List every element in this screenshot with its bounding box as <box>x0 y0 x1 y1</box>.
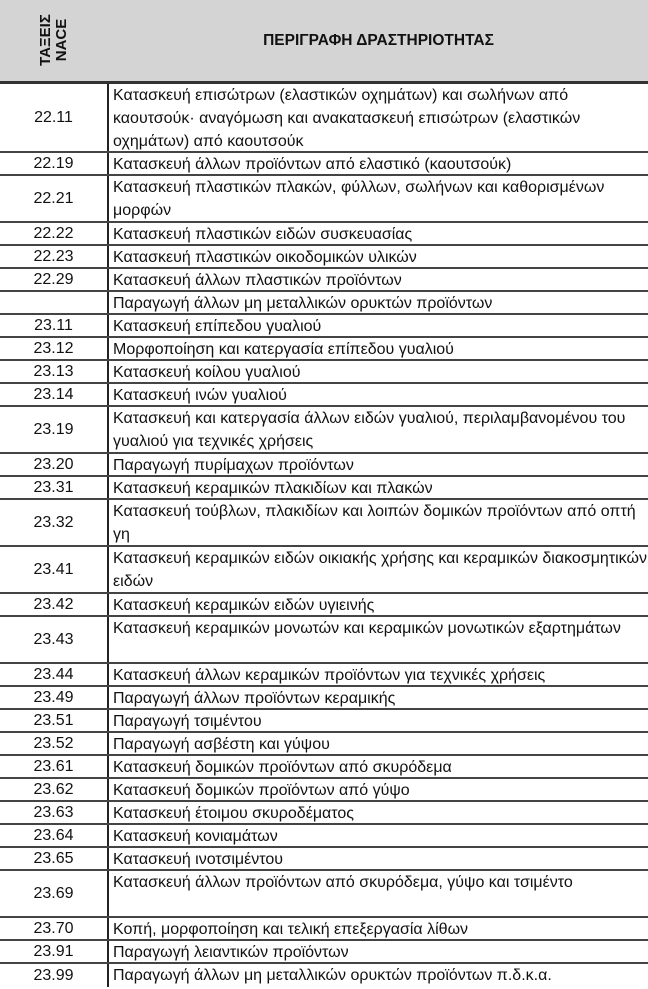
activity-description-cell <box>109 918 648 939</box>
activity-description-text: Κατασκευή πλαστικών ειδών συσκευασίας <box>113 226 413 243</box>
activity-description-text: Κατασκευή επίπεδου γυαλιού <box>113 318 322 335</box>
activity-description-cell <box>109 223 648 244</box>
table-row <box>0 733 648 756</box>
activity-description-cell <box>109 617 648 662</box>
nace-code-cell: 23.20 <box>0 454 109 475</box>
activity-description-text: Παραγωγή άλλων μη μεταλλικών ορυκτών προϊόντων <box>113 295 493 312</box>
nace-code-cell: 22.19 <box>0 153 109 174</box>
activity-description-text: Κατασκευή άλλων προϊόντων από ελαστικό (καουτσούκ) <box>113 156 512 173</box>
activity-description-text: Παραγωγή άλλων μη μεταλλικών ορυκτών προϊόντων π.δ.κ.α. <box>113 967 552 984</box>
activity-description-cell <box>109 384 648 405</box>
activity-description-text: Παραγωγή ασβέστη και γύψου <box>113 736 330 753</box>
nace-code-cell: 23.43 <box>0 617 109 662</box>
nace-table <box>0 84 648 987</box>
nace-code-cell: 22.29 <box>0 269 109 290</box>
activity-description-cell <box>109 315 648 336</box>
nace-code-cell: 23.91 <box>0 941 109 962</box>
nace-code-cell: 23.44 <box>0 664 109 685</box>
nace-code-cell: 23.63 <box>0 802 109 823</box>
activity-description-cell <box>109 246 648 267</box>
nace-code-cell: 23.42 <box>0 594 109 615</box>
activity-description-cell <box>109 964 648 987</box>
activity-description-text: Μορφοποίηση και κατεργασία επίπεδου γυαλιού <box>113 341 454 358</box>
table-row <box>0 918 648 941</box>
activity-description-text: Κατασκευή κεραμικών ειδών οικιακής χρήσης και κεραμικών διακοσμητικών ειδών <box>113 550 647 590</box>
table-row <box>0 871 648 918</box>
table-row <box>0 779 648 802</box>
activity-description-text: Κατασκευή άλλων κεραμικών προϊόντων για τεχνικές χρήσεις <box>113 667 546 684</box>
nace-code-cell: 23.31 <box>0 477 109 498</box>
activity-description-text: Κατασκευή και κατεργασία άλλων ειδών γυαλιού, περιλαμβανομένου του γυαλιού για τεχνικές χρήσεις <box>113 410 626 450</box>
activity-description-cell <box>109 361 648 382</box>
activity-description-cell <box>109 292 648 313</box>
table-row <box>0 246 648 269</box>
nace-code-cell: 23.32 <box>0 500 109 545</box>
table-row <box>0 292 648 315</box>
table-row <box>0 547 648 594</box>
table-row <box>0 269 648 292</box>
activity-description-text: Κατασκευή κοίλου γυαλιού <box>113 364 301 381</box>
activity-description-cell <box>109 687 648 708</box>
activity-description-cell <box>109 153 648 174</box>
nace-code-cell: 22.21 <box>0 176 109 221</box>
activity-description-cell <box>109 477 648 498</box>
activity-description-text: Κατασκευή άλλων πλαστικών προϊόντων <box>113 272 402 289</box>
activity-description-cell <box>109 84 648 151</box>
activity-description-cell <box>109 779 648 800</box>
activity-description-cell <box>109 500 648 545</box>
table-row <box>0 617 648 664</box>
nace-code-cell: 23.41 <box>0 547 109 592</box>
nace-code-cell: 23.99 <box>0 964 109 987</box>
activity-description-cell <box>109 871 648 916</box>
nace-code-cell: 23.70 <box>0 918 109 939</box>
activity-description-text: Κατασκευή έτοιμου σκυροδέματος <box>113 805 354 822</box>
table-row <box>0 454 648 477</box>
activity-description-cell <box>109 733 648 754</box>
activity-description-cell <box>109 802 648 823</box>
activity-description-cell <box>109 547 648 592</box>
table-header <box>0 0 648 84</box>
nace-code-cell: 23.14 <box>0 384 109 405</box>
nace-code-cell: 23.49 <box>0 687 109 708</box>
nace-code-cell: 22.11 <box>0 84 109 151</box>
table-row <box>0 664 648 687</box>
nace-code-cell <box>0 292 109 313</box>
nace-code-cell: 22.23 <box>0 246 109 267</box>
activity-description-text: Κατασκευή τούβλων, πλακιδίων και λοιπών δομικών προϊόντων από οπτή γη <box>113 503 636 543</box>
activity-description-text: Κατασκευή κεραμικών μονωτών και κεραμικών μονωτικών εξαρτημάτων <box>113 620 621 637</box>
nace-code-cell: 23.11 <box>0 315 109 336</box>
table-row <box>0 756 648 779</box>
nace-code-cell: 23.52 <box>0 733 109 754</box>
activity-description-text: Κατασκευή δομικών προϊόντων από σκυρόδεμα <box>113 759 452 776</box>
activity-description-text: Παραγωγή άλλων προϊόντων κεραμικής <box>113 690 396 707</box>
activity-description-cell <box>109 941 648 962</box>
header-code-label <box>38 14 70 66</box>
activity-description-text: Κατασκευή κονιαμάτων <box>113 828 278 845</box>
nace-code-cell: 23.69 <box>0 871 109 916</box>
activity-description-cell <box>109 848 648 869</box>
nace-code-cell: 23.19 <box>0 407 109 452</box>
activity-description-cell <box>109 594 648 615</box>
activity-description-text: Κοπή, μορφοποίηση και τελική επεξεργασία λίθων <box>113 921 469 938</box>
activity-description-text: Παραγωγή πυρίμαχων προϊόντων <box>113 457 354 474</box>
activity-description-text: Κατασκευή ινοτσιμέντου <box>113 851 284 868</box>
activity-description-text: Κατασκευή δομικών προϊόντων από γύψο <box>113 782 410 799</box>
activity-description-text: Παραγωγή λειαντικών προϊόντων <box>113 944 349 961</box>
table-row <box>0 384 648 407</box>
activity-description-text: Κατασκευή επισώτρων (ελαστικών οχημάτων) και σωλήνων από καουτσούκ· αναγόμωση και ανακατασκευή επισώτρων (ελαστικών οχημάτων) από καουτσούκ <box>113 87 581 150</box>
table-row <box>0 848 648 871</box>
header-code-label-line1: ΤΑΞΕΙΣ <box>37 14 54 66</box>
activity-description-cell <box>109 269 648 290</box>
table-row <box>0 687 648 710</box>
nace-code-cell: 23.62 <box>0 779 109 800</box>
nace-code-cell: 22.22 <box>0 223 109 244</box>
table-row <box>0 338 648 361</box>
table-row <box>0 710 648 733</box>
nace-code-cell: 23.51 <box>0 710 109 731</box>
activity-description-text: Κατασκευή άλλων προϊόντων από σκυρόδεμα, γύψο και τσιμέντο <box>113 874 573 891</box>
table-row <box>0 315 648 338</box>
table-row <box>0 477 648 500</box>
activity-description-cell <box>109 454 648 475</box>
header-code-column <box>0 0 109 81</box>
table-row <box>0 176 648 223</box>
activity-description-cell <box>109 710 648 731</box>
table-row <box>0 802 648 825</box>
activity-description-cell <box>109 407 648 452</box>
header-description-label: ΠΕΡΙΓΡΑΦΗ ΔΡΑΣΤΗΡΙΟΤΗΤΑΣ <box>263 31 494 49</box>
activity-description-cell <box>109 825 648 846</box>
table-row <box>0 594 648 617</box>
activity-description-cell <box>109 664 648 685</box>
nace-code-cell: 23.61 <box>0 756 109 777</box>
header-code-label-line2: NACE <box>53 18 70 62</box>
table-row <box>0 825 648 848</box>
table-row <box>0 964 648 987</box>
table-row <box>0 84 648 153</box>
nace-code-cell: 23.64 <box>0 825 109 846</box>
activity-description-text: Παραγωγή τσιμέντου <box>113 713 262 730</box>
activity-description-cell <box>109 176 648 221</box>
nace-code-cell: 23.65 <box>0 848 109 869</box>
activity-description-text: Κατασκευή κεραμικών ειδών υγιεινής <box>113 597 375 614</box>
activity-description-cell <box>109 338 648 359</box>
table-row <box>0 223 648 246</box>
table-row <box>0 941 648 964</box>
activity-description-text: Κατασκευή ινών γυαλιού <box>113 387 287 404</box>
table-row <box>0 407 648 454</box>
activity-description-text: Κατασκευή πλαστικών οικοδομικών υλικών <box>113 249 417 266</box>
table-row <box>0 153 648 176</box>
activity-description-text: Κατασκευή πλαστικών πλακών, φύλλων, σωλήνων και καθορισμένων μορφών <box>113 179 605 219</box>
nace-code-cell: 23.12 <box>0 338 109 359</box>
nace-code-cell: 23.13 <box>0 361 109 382</box>
activity-description-text: Κατασκευή κεραμικών πλακιδίων και πλακών <box>113 480 433 497</box>
activity-description-cell <box>109 756 648 777</box>
table-row <box>0 500 648 547</box>
table-row <box>0 361 648 384</box>
